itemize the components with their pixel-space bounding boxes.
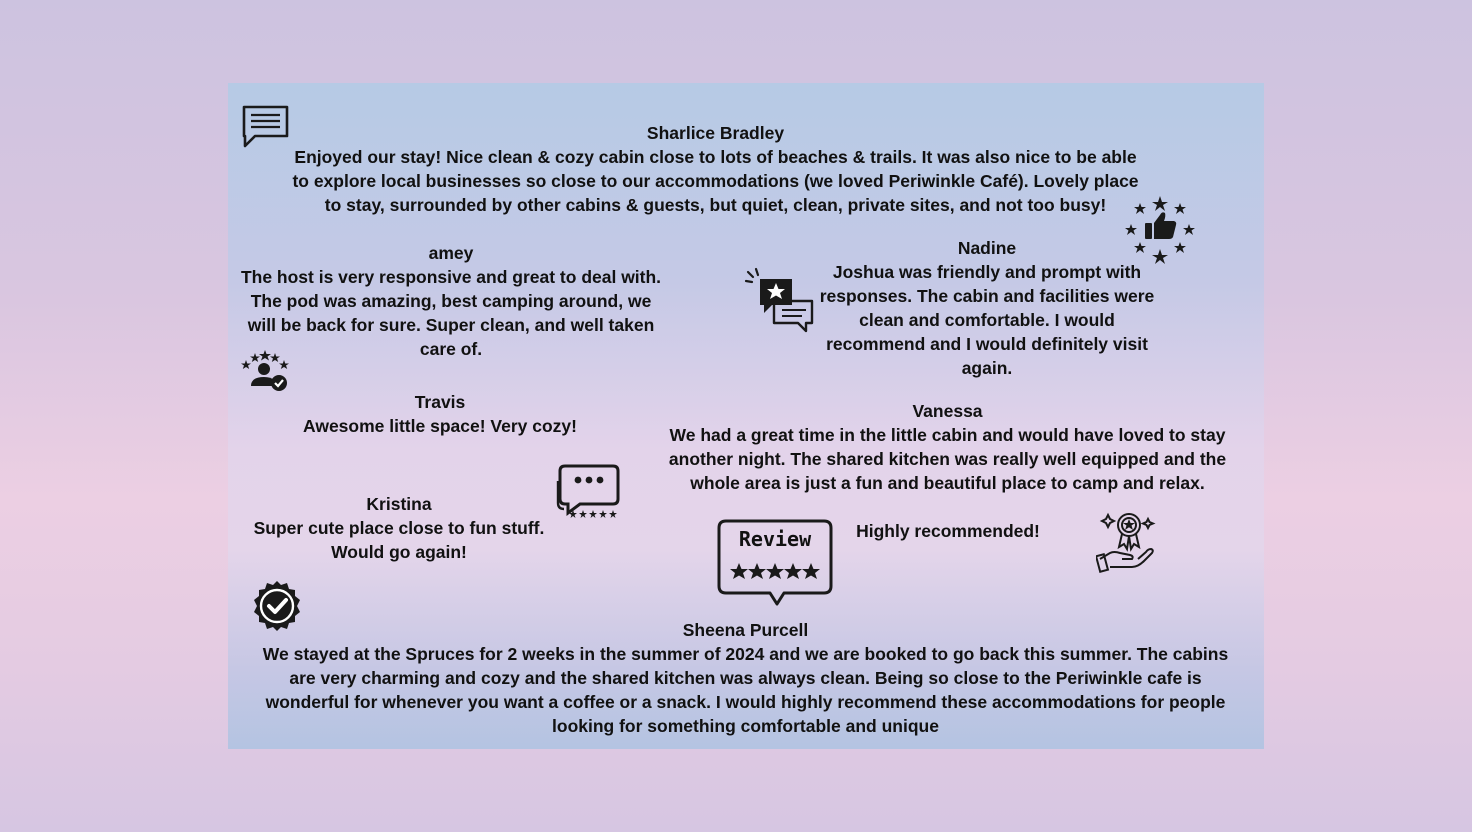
review-travis xyxy=(290,390,590,438)
review-text: Highly recommended! xyxy=(856,521,1040,541)
review-vanessa xyxy=(660,399,1235,495)
review-text: Enjoyed our stay! Nice clean & cozy cabin close to lots of beaches & trails. It was also nice to be able to explore local businesses so close to our accommodations (we loved Periwinkle Café). Lovely place to stay, surrounded by other cabins & guests, but quiet, clean, private sites, and not too busy! xyxy=(292,147,1139,215)
review-text: We stayed at the Spruces for 2 weeks in the summer of 2024 and we are booked to go back this summer. The cabins are very charming and cozy and the shared kitchen was always clean. Being so close to the Periwinkle cafe is wonderful for whenever you want a coffee or a snack. I would highly recommend these accommodations for people looking for something comfortable and unique xyxy=(262,644,1229,736)
reviewer-name: Vanessa xyxy=(912,401,983,421)
reviewer-name: Kristina xyxy=(366,494,432,514)
award-hand-icon xyxy=(1096,509,1158,573)
reviewer-name: Travis xyxy=(414,392,466,412)
user-rating-icon xyxy=(241,350,289,392)
reviewer-name: amey xyxy=(428,243,474,263)
chat-dots-stars-icon xyxy=(556,463,622,519)
review-text: Awesome little space! Very cozy! xyxy=(303,416,577,436)
review-sharlice xyxy=(288,121,1143,217)
reviews-board xyxy=(228,83,1264,749)
message-lines-icon xyxy=(241,104,291,148)
review-text: Joshua was friendly and prompt with responses. The cabin and facilities were clean and comfortable. I would recommend and I would definitely visit again. xyxy=(819,262,1155,378)
review-kristina xyxy=(248,492,550,564)
review-text: We had a great time in the little cabin and would have loved to stay another night. The shared kitchen was really well equipped and the whole area is just a fun and beautiful place to camp and relax. xyxy=(668,425,1227,493)
review-text: The host is very responsive and great to deal with. The pod was amazing, best camping around, we will be back for sure. Super clean, and well taken care of. xyxy=(240,267,662,359)
reviewer-name: Sharlice Bradley xyxy=(646,123,785,143)
review-text: Super cute place close to fun stuff. Would go again! xyxy=(253,518,545,562)
star-chat-icon xyxy=(744,267,816,335)
review-sheena xyxy=(253,618,1238,738)
reviewer-name: Nadine xyxy=(957,238,1017,258)
review-amey xyxy=(240,241,662,361)
review-badge-label: Review xyxy=(738,527,812,551)
review-nadine xyxy=(812,236,1162,380)
reviewer-name: Sheena Purcell xyxy=(682,620,809,640)
review-highly-recommended xyxy=(840,519,1056,543)
